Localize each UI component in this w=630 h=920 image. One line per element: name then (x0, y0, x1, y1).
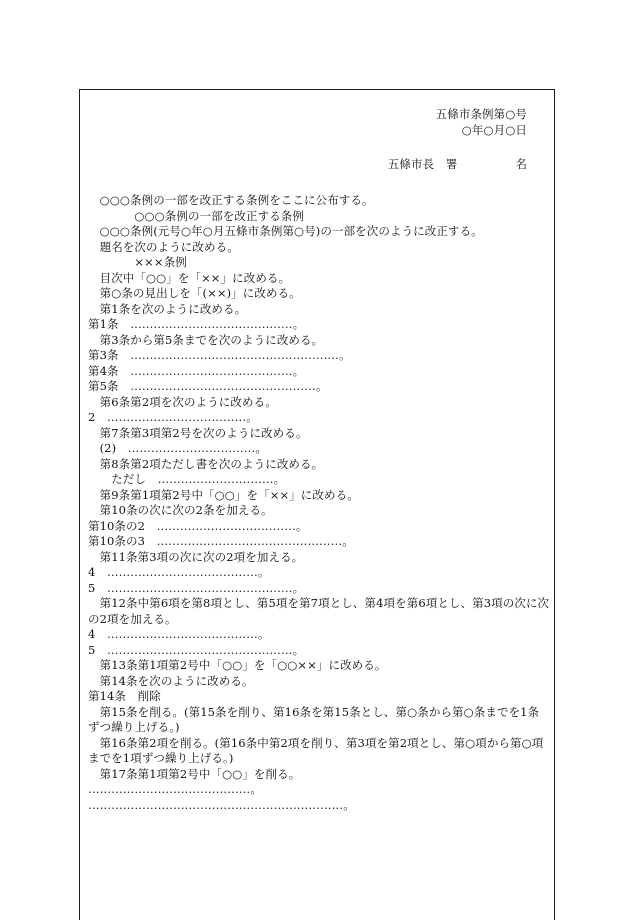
body-line: 第6条第2項を次のように改める。 (88, 394, 277, 409)
body-line: …………………………………………………………。 (88, 797, 355, 812)
body-line: 第10条の3 …………………………………………。 (88, 534, 354, 548)
body-line: 2 ………………………………。 (88, 410, 258, 424)
body-line: ただし …………………………。 (88, 472, 286, 486)
body-line: 第5条 …………………………………………。 (88, 379, 328, 393)
body-line: ○○○条例の一部を改正する条例をここに公布する。 (88, 193, 374, 207)
body-line: 第3条 ………………………………………………。 (88, 348, 351, 362)
body-line: 第9条第1項第2号中「○○」を「××」に改める。 (88, 487, 359, 502)
body-line: 第14条を次のように改める。 (88, 673, 254, 688)
body-line: 4 …………………………………。 (88, 565, 270, 579)
body-line: ずつ繰り上げる。) (88, 720, 180, 734)
body-line: 第12条中第6項を第8項とし、第5項を第7項とし、第4項を第6項とし、第3項の次に次 (88, 596, 550, 610)
body-line: 題名を次のように改める。 (88, 239, 239, 254)
body-line: 第1条 ……………………………………。 (88, 317, 305, 331)
body-line: 5 …………………………………………。 (88, 580, 305, 595)
body-line: 第14条 削除 (88, 689, 161, 703)
body-line: までを1項ずつ繰り上げる。) (88, 751, 234, 765)
body-line: 目次中「○○」を「××」に改める。 (88, 270, 291, 285)
body-line: 第8条第2項ただし書を次のように改める。 (88, 456, 324, 471)
body-line: ○○○条例の一部を改正する条例 (88, 208, 305, 223)
body-line: 第○条の見出しを「(××)」に改める。 (88, 286, 301, 300)
body-line: 第11条第3項の次に次の2項を加える。 (88, 549, 304, 564)
body-line: 第10条の2 ………………………………。 (88, 518, 308, 533)
body-line: 4 …………………………………。 (88, 627, 270, 641)
body-line: ×××条例 (88, 255, 187, 269)
body-line: 5 …………………………………………。 (88, 642, 305, 657)
body-line: ……………………………………。 (88, 782, 262, 796)
body-line: 第7条第3項第2号を次のように改める。 (88, 425, 308, 440)
body-line: ○○○条例(元号○年○月五條市条例第○号)の一部を次のように改正する。 (88, 224, 483, 238)
body-line: 第4条 ……………………………………。 (88, 363, 305, 378)
promulgation-date: ○年○月○日 (461, 123, 527, 137)
body-line: 第16条第2項を削る。(第16条中第2項を削り、第3項を第2項とし、第○項から第○項 (88, 735, 544, 750)
body-line: 第15条を削る。(第15条を削り、第16条を第15条とし、第○条から第○条までを1条 (88, 704, 540, 719)
body-line: の2項を加える。 (88, 611, 177, 626)
body-line: 第10条の次に次の2条を加える。 (88, 503, 273, 517)
mayor-signature: 五條市長 署 名 (387, 157, 527, 171)
body-line: 第13条第1項第2号中「○○」を「○○××」に改める。 (88, 658, 387, 672)
ordinance-number: 五條市条例第○号 (435, 107, 527, 121)
body-line: 第3条から第5条までを次のように改める。 (88, 332, 324, 347)
body-line: 第17条第1項第2号中「○○」を削る。 (88, 766, 301, 781)
body-line: 第1条を次のように改める。 (88, 301, 247, 316)
body-line: (2) ……………………………。 (88, 441, 267, 455)
